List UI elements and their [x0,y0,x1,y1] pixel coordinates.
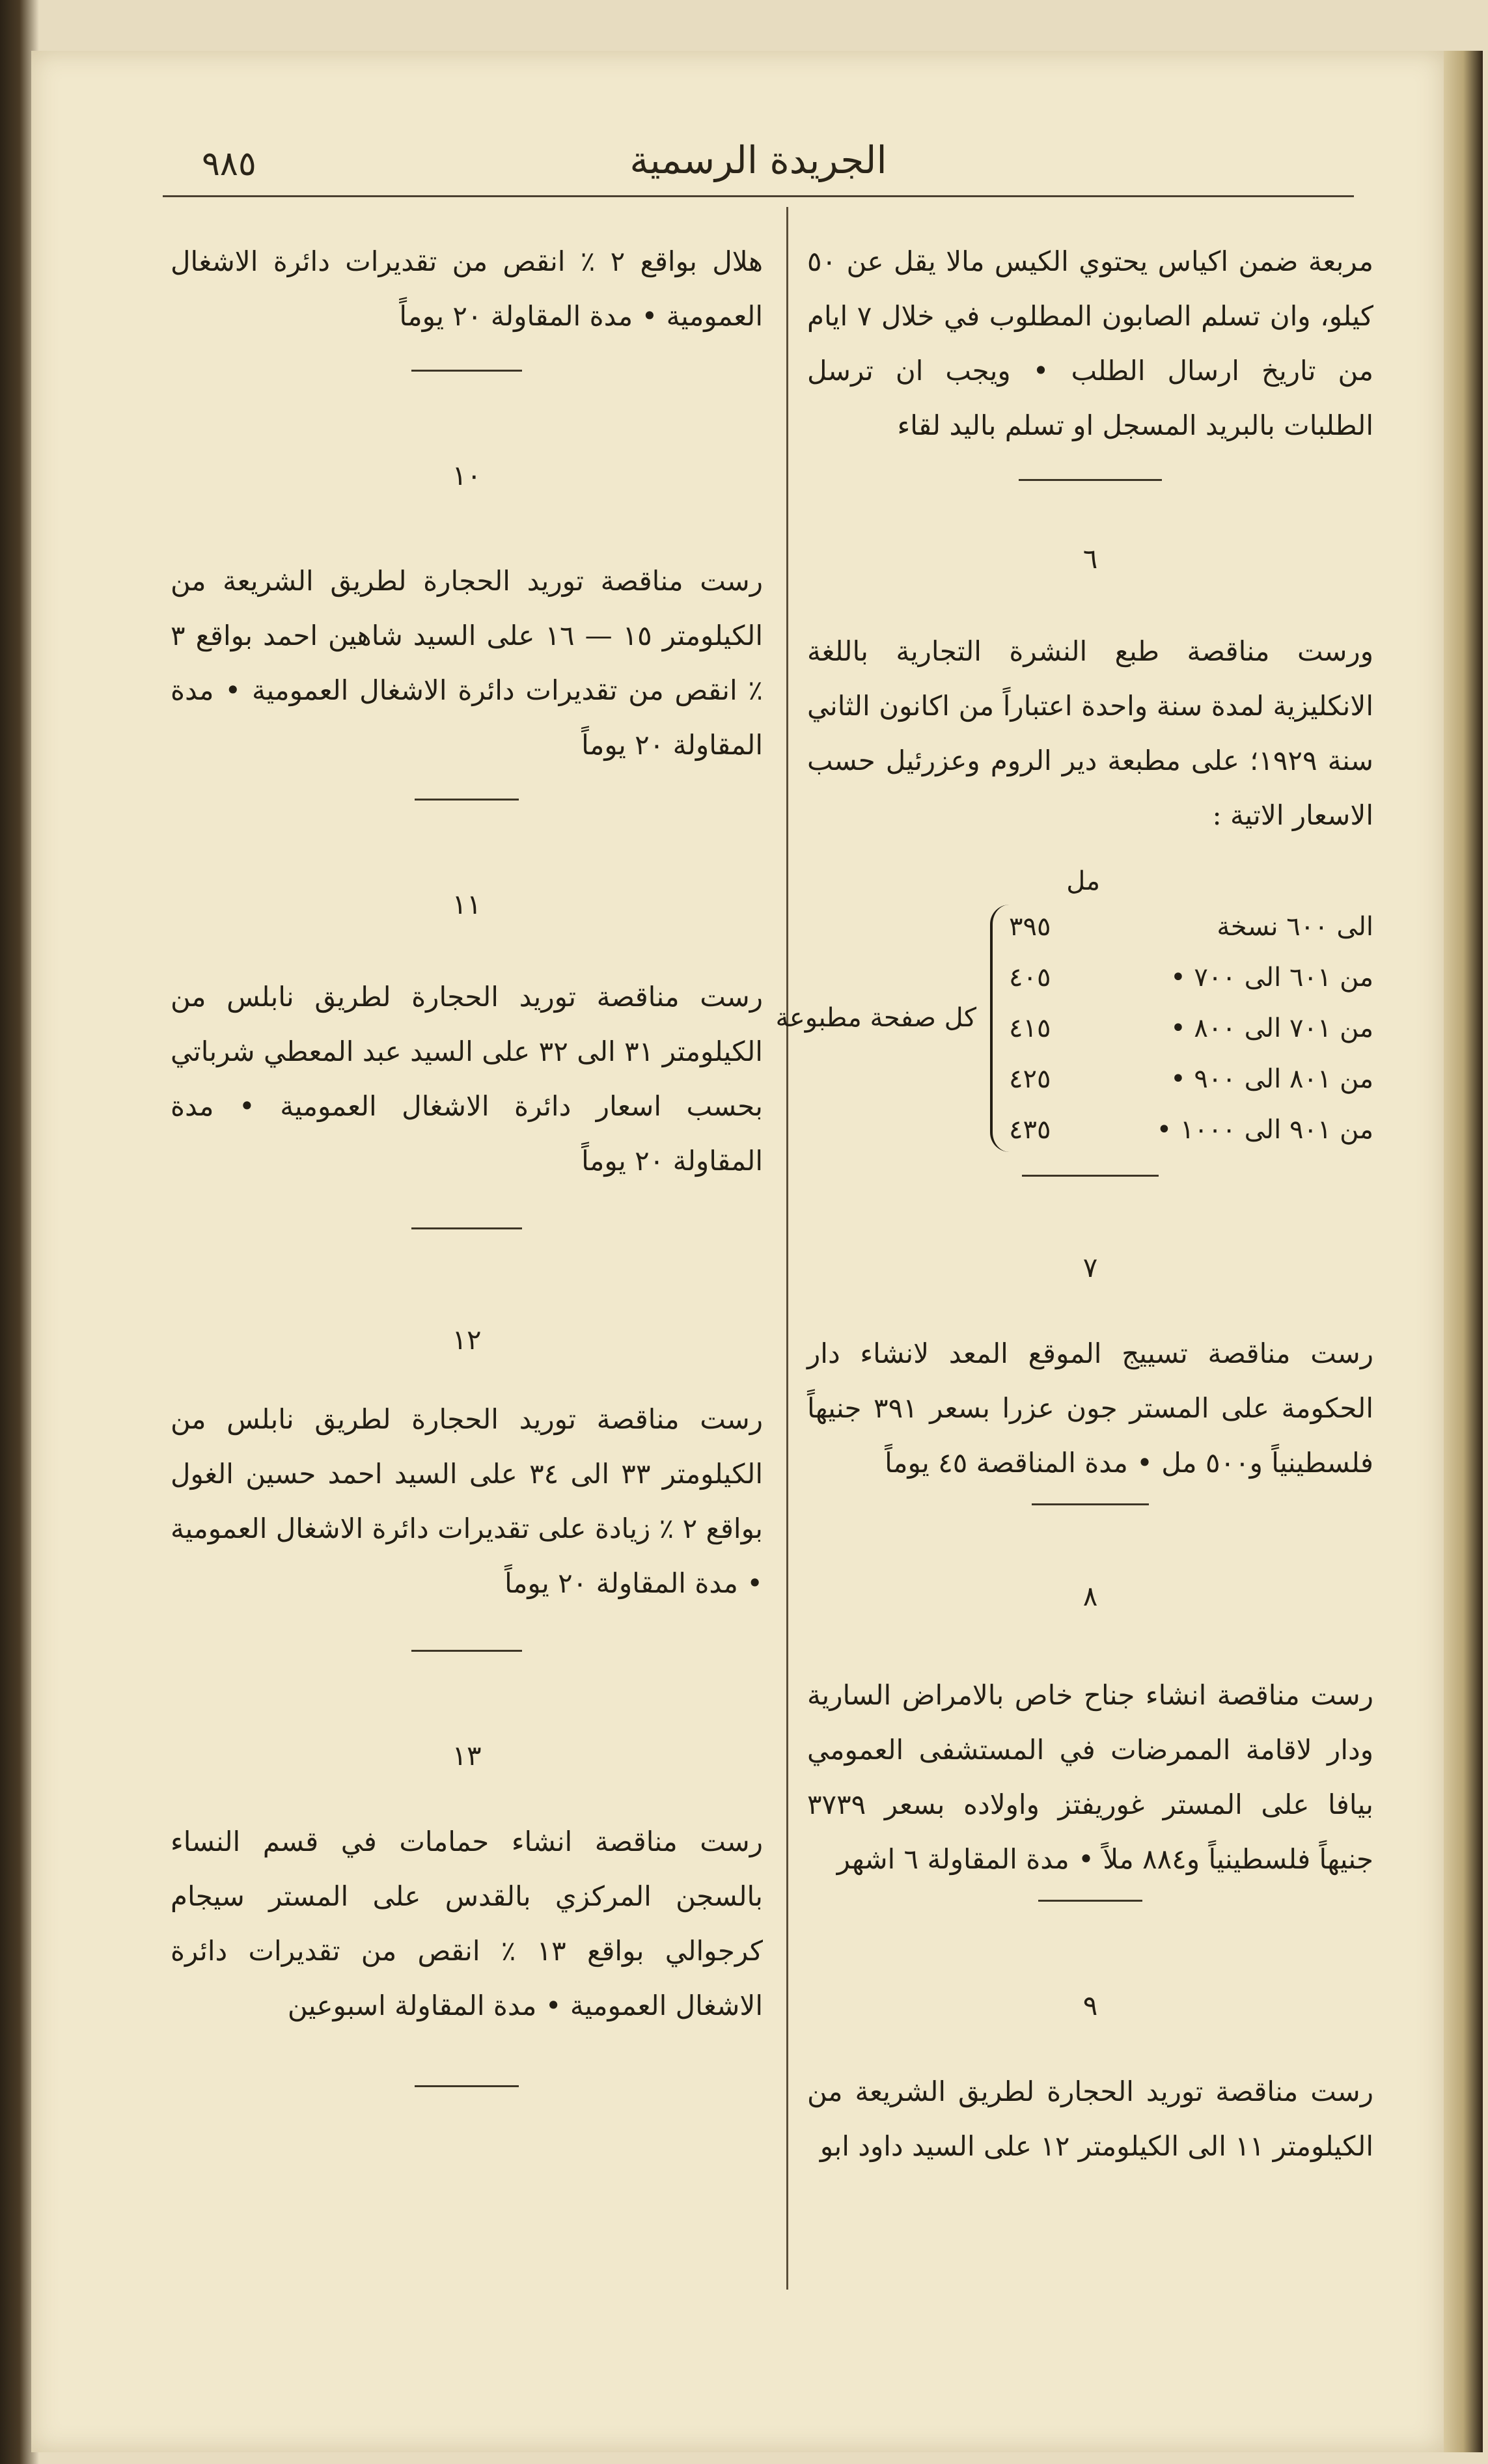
section-13-text: رست مناقصة انشاء حمامات في قسم النساء بالسجن المركزي بالقدس على المستر سيجام كرجوالي بواقع ١٣ ٪ انقص من تقديرات دائرة الاشغال العمومية • مدة المقاولة اسبوعين [171,1826,763,2021]
section-number-7: ٧ [1082,1252,1098,1283]
price-row [1009,1104,1373,1155]
section-11-text: رست مناقصة توريد الحجارة لطريق نابلس من الكيلومتر ٣١ الى ٣٢ على السيد عبد المعطي شرباتي بحسب اسعار دائرة الاشغال العمومية • مدة المقاولة ٢٠ يوماً [171,981,763,1177]
column-divider [786,207,788,2290]
left-column [171,234,763,2087]
copies-range: من ٦٠١ الى ٧٠٠ • [1170,963,1373,992]
right-column [775,234,1374,2174]
price-note: كل صفحة مطبوعة [775,1003,976,1033]
price-row [1009,1003,1373,1054]
continued-notice: مربعة ضمن اكياس يحتوي الكيس مالا يقل عن ٥٠ كيلو، وان تسلم الصابون المطلوب في خلال ٧ ايام من تاريخ ارسال الطلب • ويجب ان ترسل الطلبات بالبريد المسجل او تسلم باليد لقاء [807,245,1374,441]
page-edge [1444,51,1483,2452]
section-divider [1038,1900,1142,1902]
price-value: ٣٩٥ [1009,912,1051,942]
section-number-13: ١٣ [452,1740,482,1772]
section-number-12: ١٢ [452,1324,482,1356]
price-unit: مل [1066,866,1100,896]
copies-range: من ٧٠١ الى ٨٠٠ • [1170,1013,1373,1043]
section-divider [411,1650,522,1652]
section-8-text: رست مناقصة انشاء جناح خاص بالامراض السارية ودار لاقامة الممرضات في المستشفى العمومي بيافا على المستر غوريفتز واولاده بسعر ٣٧٣٩ جنيهاً فلسطينياً و٨٨٤ ملاً • مدة المقاولة ٦ اشهر [807,1679,1373,1875]
section-number-10: ١٠ [452,459,482,491]
section-divider [411,1227,522,1229]
section-number-6: ٦ [1082,543,1098,575]
copies-range: من ٨٠١ الى ٩٠٠ • [1170,1064,1373,1094]
section-divider [1032,1503,1149,1505]
price-value: ٤٣٥ [1009,1115,1051,1145]
price-value: ٤٢٥ [1009,1064,1051,1094]
section-12-text: رست مناقصة توريد الحجارة لطريق نابلس من الكيلومتر ٣٣ الى ٣٤ على السيد احمد حسين الغول بواقع ٢ ٪ زيادة على تقديرات دائرة الاشغال العمومية • مدة المقاولة ٢٠ يوماً [171,1403,763,1599]
section-divider [415,2085,519,2087]
section-7-text: رست مناقصة تسييج الموقع المعد لانشاء دار الحكومة على المستر جون عزرا بسعر ٣٩١ جنيهاً فلسطينياً و٥٠٠ مل • مدة المناقصة ٤٥ يوماً [807,1337,1373,1479]
section-divider [411,370,522,372]
header-divider [163,195,1354,197]
gazette-title: الجريدة الرسمية [629,138,887,182]
copies-range: الى ٦٠٠ نسخة [1217,912,1373,942]
page-number: ٩٨٥ [202,144,256,184]
page-header [163,138,1354,203]
section-number-8: ٨ [1082,1580,1098,1612]
section-divider [415,799,519,801]
section-9-continued: هلال بواقع ٢ ٪ انقص من تقديرات دائرة الاشغال العمومية • مدة المقاولة ٢٠ يوماً [171,245,763,332]
section-number-11: ١١ [452,888,482,920]
price-row [1009,1054,1373,1104]
price-rows [1009,901,1373,1155]
section-9-text: رست مناقصة توريد الحجارة لطريق الشريعة من الكيلومتر ١١ الى الكيلومتر ١٢ على السيد داود ابو [807,2075,1373,2162]
price-row [1009,952,1373,1003]
section-6-text: ورست مناقصة طبع النشرة التجارية باللغة الانكليزية لمدة سنة واحدة اعتباراً من اكانون الثاني سنة ١٩٢٩؛ على مطبعة دير الروم وعزرئيل حسب الاسعار الاتية : [807,635,1374,831]
section-10-text: رست مناقصة توريد الحجارة لطريق الشريعة من الكيلومتر ١٥ — ١٦ على السيد شاهين احمد بواقع ٣ ٪ انقص من تقديرات دائرة الاشغال العمومية • مدة المقاولة ٢٠ يوماً [171,565,763,761]
section-number-9: ٩ [1082,1990,1098,2021]
copies-range: من ٩٠١ الى ١٠٠٠ • [1156,1115,1373,1145]
section-divider [1022,1175,1159,1177]
price-table [775,856,1373,1162]
price-value: ٤٠٥ [1009,963,1051,992]
section-divider [1019,479,1162,481]
price-value: ٤١٥ [1009,1013,1051,1043]
price-row [1009,901,1373,952]
